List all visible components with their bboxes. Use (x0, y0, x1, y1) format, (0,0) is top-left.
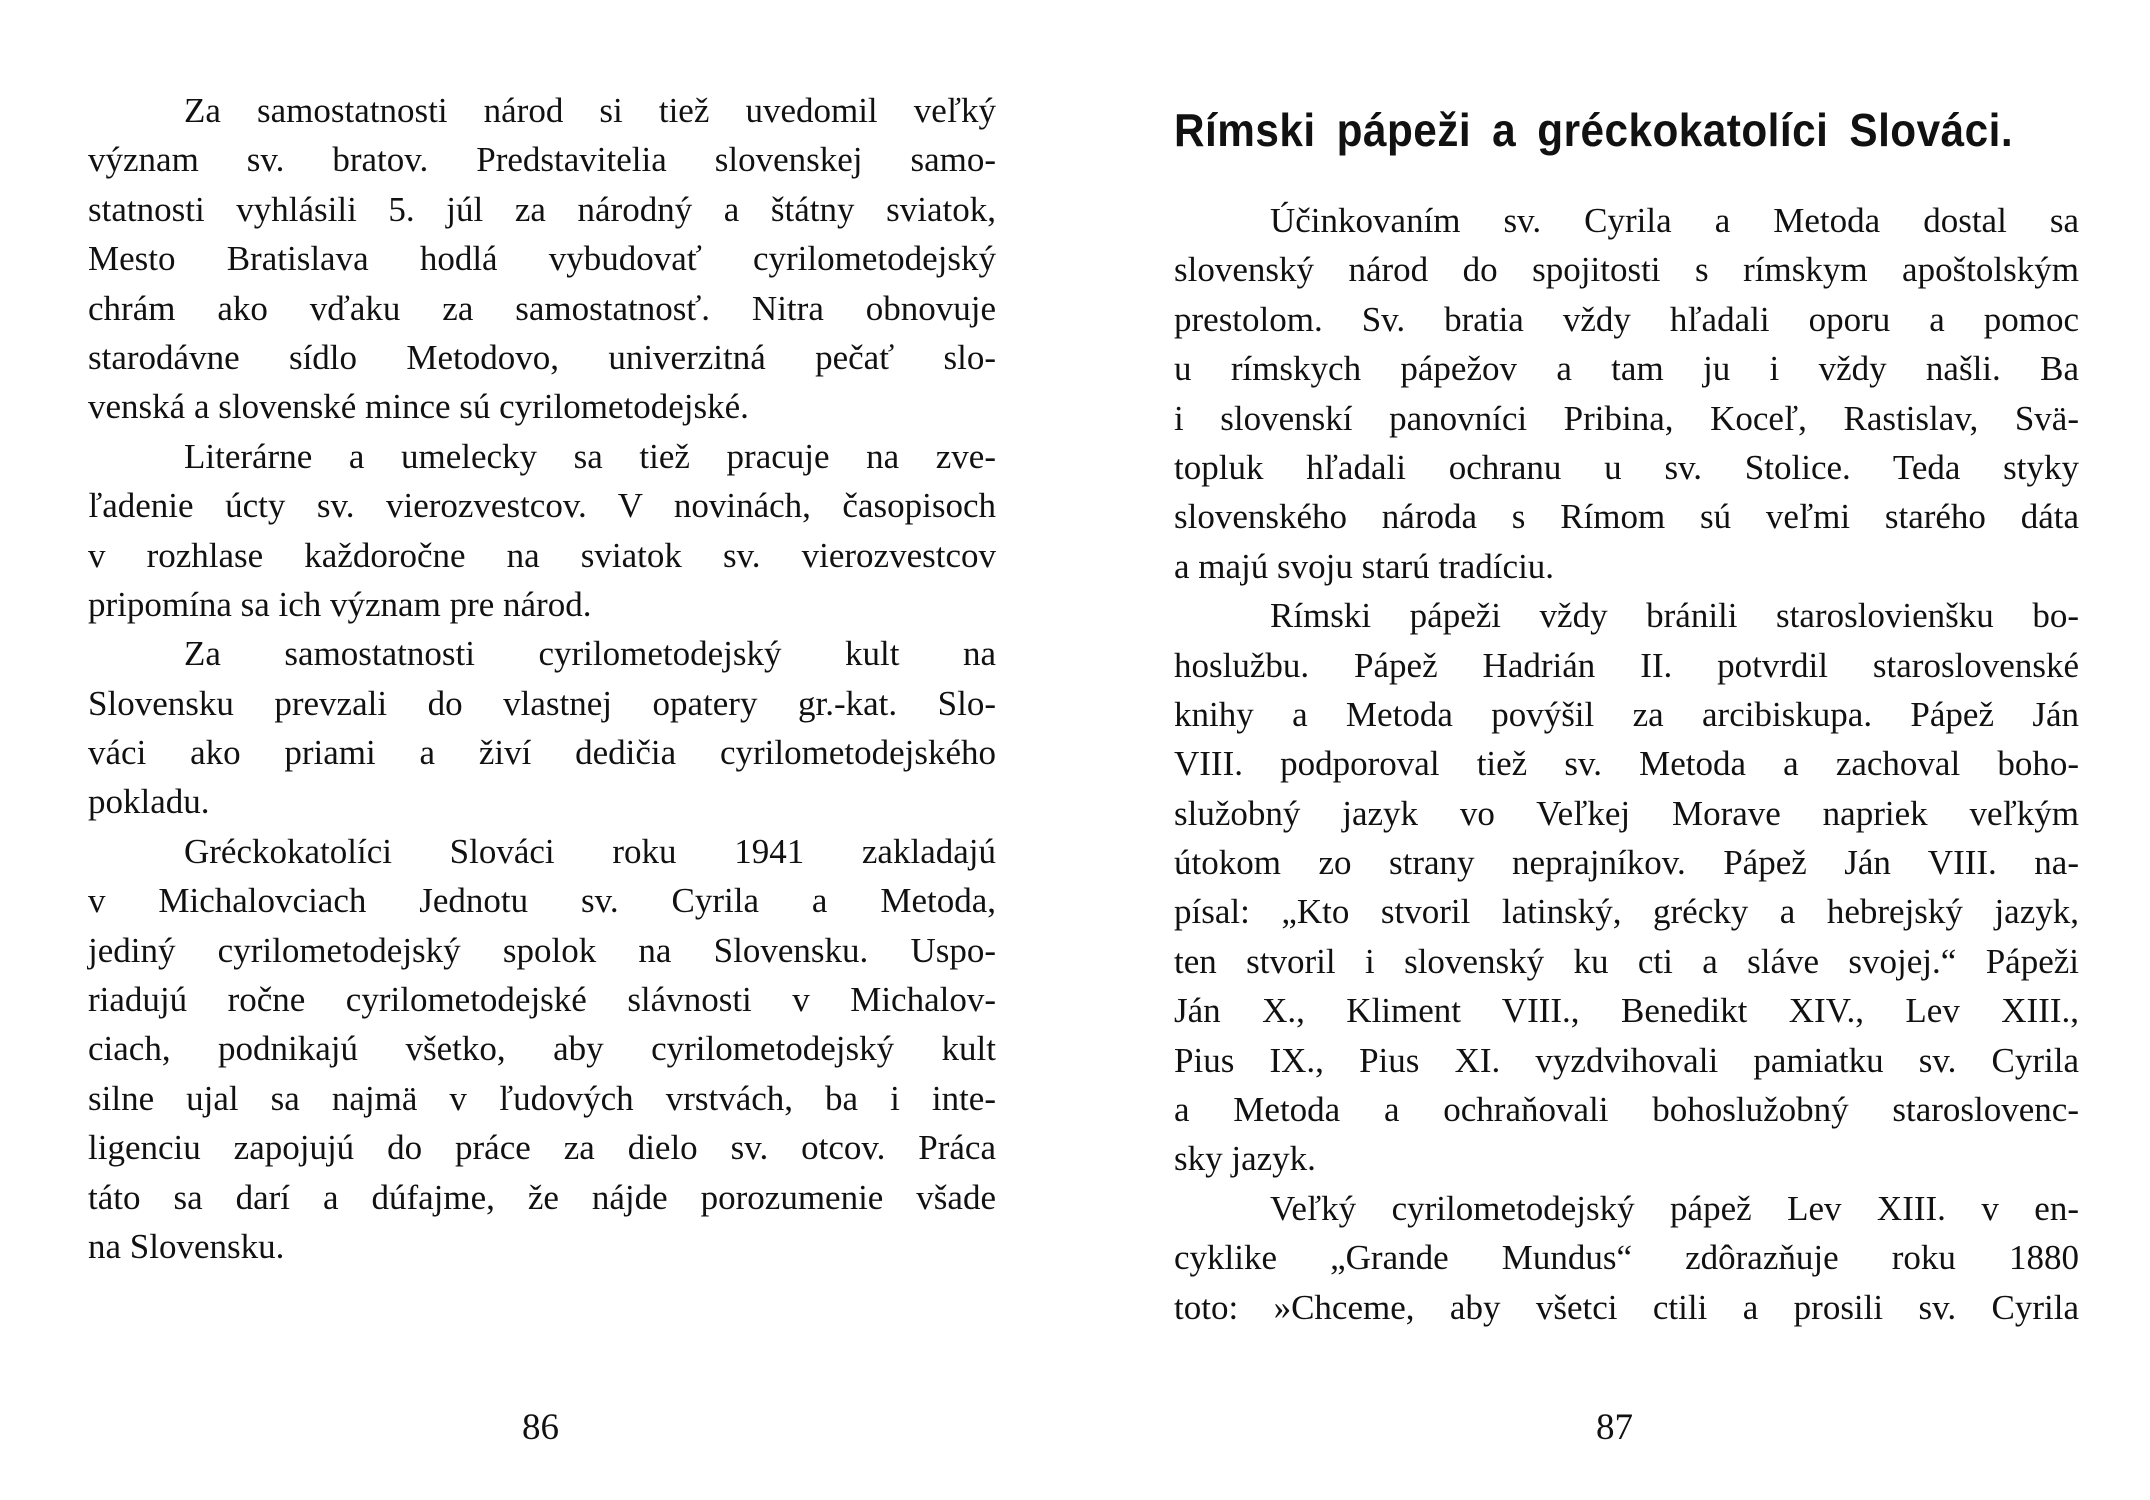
text-line: a majú svoju starú tradíciu. (1174, 546, 1555, 586)
text-line: starodávne sídlo Metodovo, univerzitná pečať slo- (88, 337, 996, 377)
text-line: Mesto Bratislava hodlá vybudovať cyrilometodejský (88, 239, 996, 279)
text-line: venská a slovenské mince sú cyrilometodejské. (88, 387, 749, 427)
text-line: toto: »Chceme, aby všetci ctili a prosili sv. Cyrila (1174, 1287, 2079, 1327)
text-line: Veľký cyrilometodejský pápež Lev XIII. v en- (1270, 1188, 2079, 1228)
text-line: hoslužbu. Pápež Hadrián II. potvrdil staroslovenské (1174, 645, 2079, 685)
text-line: písal: „Kto stvoril latinský, grécky a hebrejský jazyk, (1174, 892, 2079, 932)
text-line: pripomína sa ich význam pre národ. (88, 584, 592, 624)
text-line: Ján X., Kliment VIII., Benedikt XIV., Lev XIII., (1174, 991, 2079, 1031)
right-page-text (1174, 196, 2079, 1332)
text-line: v rozhlase každoročne na sviatok sv. vierozvestcov (88, 535, 996, 575)
text-line: Rímski pápeži vždy bránili staroslovienšku bo- (1270, 596, 2079, 636)
text-line: topluk hľadali ochranu u sv. Stolice. Teda styky (1174, 447, 2079, 487)
text-line: chrám ako vďaku za samostatnosť. Nitra obnovuje (88, 288, 996, 328)
text-line: Za samostatnosti národ si tiež uvedomil veľký (184, 91, 996, 130)
text-line: Pius IX., Pius XI. vyzdvihovali pamiatku sv. Cyrila (1174, 1040, 2079, 1080)
page-number: 86 (522, 1407, 559, 1448)
text-line: jediný cyrilometodejský spolok na Slovensku. Uspo- (88, 930, 996, 970)
text-line: slovenský národ do spojitosti s rímskym apoštolským (1174, 250, 2079, 290)
text-line: útokom zo strany neprajníkov. Pápež Ján VIII. na- (1174, 843, 2079, 883)
text-line: cyklike „Grande Mundus“ zdôrazňuje roku 1880 (1174, 1238, 2079, 1278)
right-page (1075, 0, 2150, 1500)
text-line: služobný jazyk vo Veľkej Morave napriek veľkým (1174, 793, 2079, 833)
text-line: ciach, podnikajú všetko, aby cyrilometodejský kult (88, 1029, 996, 1069)
text-line: váci ako priami a živí dedičia cyrilometodejského (88, 733, 996, 773)
text-line: Literárne a umelecky sa tiež pracuje na zve- (184, 436, 996, 476)
text-line: ten stvoril i slovenský ku cti a sláve svojej.“ Pápeži (1174, 941, 2079, 981)
chapter-heading: Rímski pápeži a gréckokatolíci Slováci. (1174, 104, 2014, 156)
text-line: silne ujal sa najmä v ľudových vrstvách, ba i inte- (88, 1078, 996, 1118)
text-line: i slovenskí panovníci Pribina, Koceľ, Rastislav, Svä- (1174, 398, 2079, 438)
text-line: a Metoda a ochraňovali bohoslužobný staroslovenc- (1174, 1090, 2079, 1130)
text-line: riadujú ročne cyrilometodejské slávnosti v Michalov- (88, 980, 996, 1020)
text-line: ľadenie úcty sv. vierozvestcov. V novinách, časopisoch (88, 486, 996, 526)
text-line: u rímskych pápežov a tam ju i vždy našli. Ba (1174, 349, 2079, 389)
text-line: sky jazyk. (1174, 1139, 1316, 1179)
text-line: statnosti vyhlásili 5. júl za národný a štátny sviatok, (88, 189, 996, 229)
text-line: význam sv. bratov. Predstavitelia slovenskej samo- (88, 140, 996, 180)
text-line: VIII. podporoval tiež sv. Metoda a zachoval boho- (1174, 744, 2079, 784)
page-number: 87 (1596, 1407, 1633, 1448)
text-line: ligenciu zapojujú do práce za dielo sv. otcov. Práca (88, 1128, 996, 1168)
text-line: Za samostatnosti cyrilometodejský kult na (184, 634, 996, 674)
text-line: Gréckokatolíci Slováci roku 1941 zakladajú (184, 831, 996, 871)
text-line: v Michalovciach Jednotu sv. Cyrila a Metoda, (88, 881, 996, 921)
text-line: slovenského národa s Rímom sú veľmi starého dáta (1174, 497, 2079, 537)
text-line: pokladu. (88, 782, 210, 822)
text-line: knihy a Metoda povýšil za arcibiskupa. Pápež Ján (1174, 694, 2079, 734)
text-line: táto sa darí a dúfajme, že nájde porozumenie všade (88, 1177, 996, 1217)
left-page-text (88, 86, 996, 1271)
text-line: na Slovensku. (88, 1226, 285, 1266)
text-line: Účinkovaním sv. Cyrila a Metoda dostal sa (1270, 201, 2079, 240)
text-line: Slovensku prevzali do vlastnej opatery gr.-kat. Slo- (88, 683, 996, 723)
text-line: prestolom. Sv. bratia vždy hľadali oporu a pomoc (1174, 299, 2079, 339)
